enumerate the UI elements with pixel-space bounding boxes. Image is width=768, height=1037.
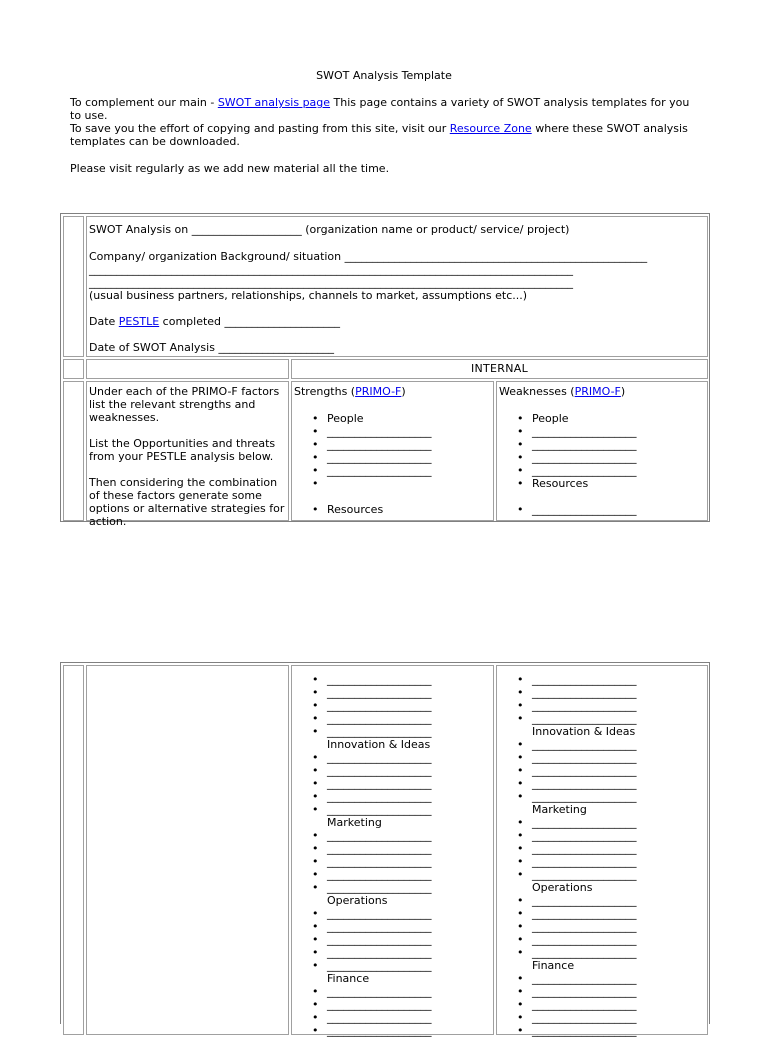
partners-line: (usual business partners, relationships, channels to market, assumptions etc...) [89, 289, 528, 302]
list-item: • ___________________ [292, 464, 492, 477]
list-item: • ___________________ [497, 998, 705, 1011]
list-item: • ___________________ [497, 1024, 705, 1037]
list-item: • ___________________ [292, 712, 492, 725]
list-item: • ___________________ [497, 451, 705, 464]
list-item: • ___________________ [497, 712, 705, 725]
category-label: Operations [327, 894, 388, 907]
list-item: • ___________________ [292, 998, 492, 1011]
strengths-close: ) [401, 385, 406, 398]
date-suffix: completed _____________________ [159, 315, 341, 328]
strengths-list [292, 412, 492, 516]
list-item: • ___________________ [497, 972, 705, 985]
weaknesses-heading [499, 385, 625, 398]
list-item: • ___________________ [292, 868, 492, 881]
background-blank-2: ________________________________________________________________________________________ [89, 276, 573, 289]
instructions-cell [86, 381, 289, 528]
list-item: • ___________________ [497, 985, 705, 998]
left-margin-cell [63, 216, 84, 357]
list-item: • ___________________ [292, 920, 492, 933]
intro-paragraph-2 [70, 122, 700, 148]
internal-header: INTERNAL [291, 359, 708, 379]
list-item: • ___________________ [292, 1011, 492, 1024]
strengths-continued-list [292, 673, 492, 1037]
analysis-on-line: SWOT Analysis on ____________________ (organization name or product/ service/ project) [89, 223, 570, 236]
strengths-primo-f-link[interactable]: PRIMO-F [355, 385, 402, 398]
weaknesses-list [497, 412, 705, 516]
list-item: • ___________________ [497, 751, 705, 764]
weaknesses-continued-cell [496, 665, 708, 1035]
list-item: • ___________________ [497, 1011, 705, 1024]
list-item: • ___________________ [292, 985, 492, 998]
list-item: • Resources [497, 477, 705, 490]
list-item: • ___________________ [292, 725, 492, 738]
strengths-heading [294, 385, 406, 398]
strengths-continued-cell [291, 665, 494, 1035]
background-blank-1: ________________________________________________________________________________________ [89, 263, 573, 276]
list-item: • ___________________ [497, 842, 705, 855]
list-item: • ___________________ [292, 451, 492, 464]
list-item: • ___________________ [292, 790, 492, 803]
category-label: Finance [532, 959, 575, 972]
list-item: • ___________________ [497, 764, 705, 777]
list-item: • ___________________ [292, 425, 492, 438]
list-item: • ___________________ [292, 699, 492, 712]
list-item: • ___________________ [292, 933, 492, 946]
list-item: • People [497, 412, 705, 425]
intro-text-1: To complement our main - [70, 96, 218, 109]
instruction-1: Under each of the PRIMO-F factors list the relevant strengths and weaknesses. [89, 385, 280, 424]
intro-paragraph-3: Please visit regularly as we add new material all the time. [70, 162, 390, 175]
instruction-3: Then considering the combination of these factors generate some options or alternative strategies for action. [89, 476, 285, 528]
list-item: • ___________________ [292, 764, 492, 777]
list-item: • ___________________ [497, 946, 705, 959]
list-item: • ___________________ [497, 907, 705, 920]
list-item: • ___________________ [292, 855, 492, 868]
resource-zone-link[interactable]: Resource Zone [449, 122, 532, 135]
instructions-continued-cell [86, 665, 289, 1035]
intro-text-4: where these SWOT analysis templates can be downloaded. [70, 122, 688, 148]
intro-text-2: This page contains a variety of SWOT analysis templates for you to use. [70, 96, 690, 122]
header-mid-cell [86, 359, 289, 379]
list-item [292, 477, 492, 490]
weaknesses-continued-list [497, 673, 705, 1037]
intro-text-3: To save you the effort of copying and pasting from this site, visit our [70, 122, 450, 135]
weaknesses-cell [496, 381, 708, 521]
background-line: Company/ organization Background/ situation _______________________________________________________ [89, 250, 648, 263]
pestle-link[interactable]: PESTLE [118, 315, 160, 328]
list-item: • ___________________ [292, 829, 492, 842]
list-item: • ___________________ [497, 920, 705, 933]
category-label: Marketing [532, 803, 587, 816]
strengths-cell [291, 381, 494, 521]
left-margin-cell-2 [63, 381, 84, 521]
swot-analysis-page-link[interactable]: SWOT analysis page [217, 96, 331, 109]
list-item: • ___________________ [497, 425, 705, 438]
list-item: • ___________________ [292, 946, 492, 959]
list-item: • ___________________ [497, 855, 705, 868]
left-margin-cell-3 [63, 665, 84, 1035]
list-item: • ___________________ [497, 816, 705, 829]
list-item: • ___________________ [497, 894, 705, 907]
intro-text [70, 96, 700, 175]
category-label: Operations [532, 881, 593, 894]
strengths-label: Strengths ( [294, 385, 356, 398]
list-item: • ___________________ [497, 464, 705, 477]
category-label: Innovation & Ideas [532, 725, 636, 738]
weaknesses-primo-f-link[interactable]: PRIMO-F [574, 385, 621, 398]
list-item: • ___________________ [497, 686, 705, 699]
list-item: • ___________________ [497, 503, 705, 516]
list-item: • ___________________ [292, 751, 492, 764]
weaknesses-label: Weaknesses ( [499, 385, 575, 398]
date-prefix: Date [89, 315, 119, 328]
list-item: • ___________________ [497, 829, 705, 842]
instruction-2: List the Opportunities and threats from your PESTLE analysis below. [89, 437, 276, 463]
list-item: • People [292, 412, 492, 425]
list-item: • ___________________ [292, 673, 492, 686]
list-item: • ___________________ [497, 790, 705, 803]
list-item: • ___________________ [292, 959, 492, 972]
weaknesses-close: ) [620, 385, 626, 398]
list-item: • ___________________ [292, 803, 492, 816]
header-left-cell [63, 359, 84, 379]
list-item: • ___________________ [292, 1024, 492, 1037]
intro-paragraph-1 [70, 96, 700, 122]
list-item: • ___________________ [292, 881, 492, 894]
list-item: • ___________________ [292, 438, 492, 451]
form-details-cell [86, 216, 708, 357]
list-item: • ___________________ [497, 868, 705, 881]
list-item: • ___________________ [497, 438, 705, 451]
date-pestle-line [89, 315, 340, 328]
category-label: Innovation & Ideas [327, 738, 431, 751]
list-item: • ___________________ [292, 686, 492, 699]
list-item: • ___________________ [497, 933, 705, 946]
list-item: • ___________________ [497, 738, 705, 751]
page-title: SWOT Analysis Template [316, 69, 452, 82]
list-item: • ___________________ [292, 777, 492, 790]
list-item: • Resources [292, 503, 492, 516]
swot-table-bottom [60, 662, 710, 1037]
list-item: • ___________________ [292, 907, 492, 920]
category-label: Marketing [327, 816, 382, 829]
swot-table-top [60, 213, 710, 528]
list-item: • ___________________ [497, 777, 705, 790]
list-item: • ___________________ [497, 699, 705, 712]
list-item: • ___________________ [497, 673, 705, 686]
category-label: Finance [327, 972, 370, 985]
list-item: • ___________________ [292, 842, 492, 855]
date-swot-line: Date of SWOT Analysis _____________________ [89, 341, 334, 354]
